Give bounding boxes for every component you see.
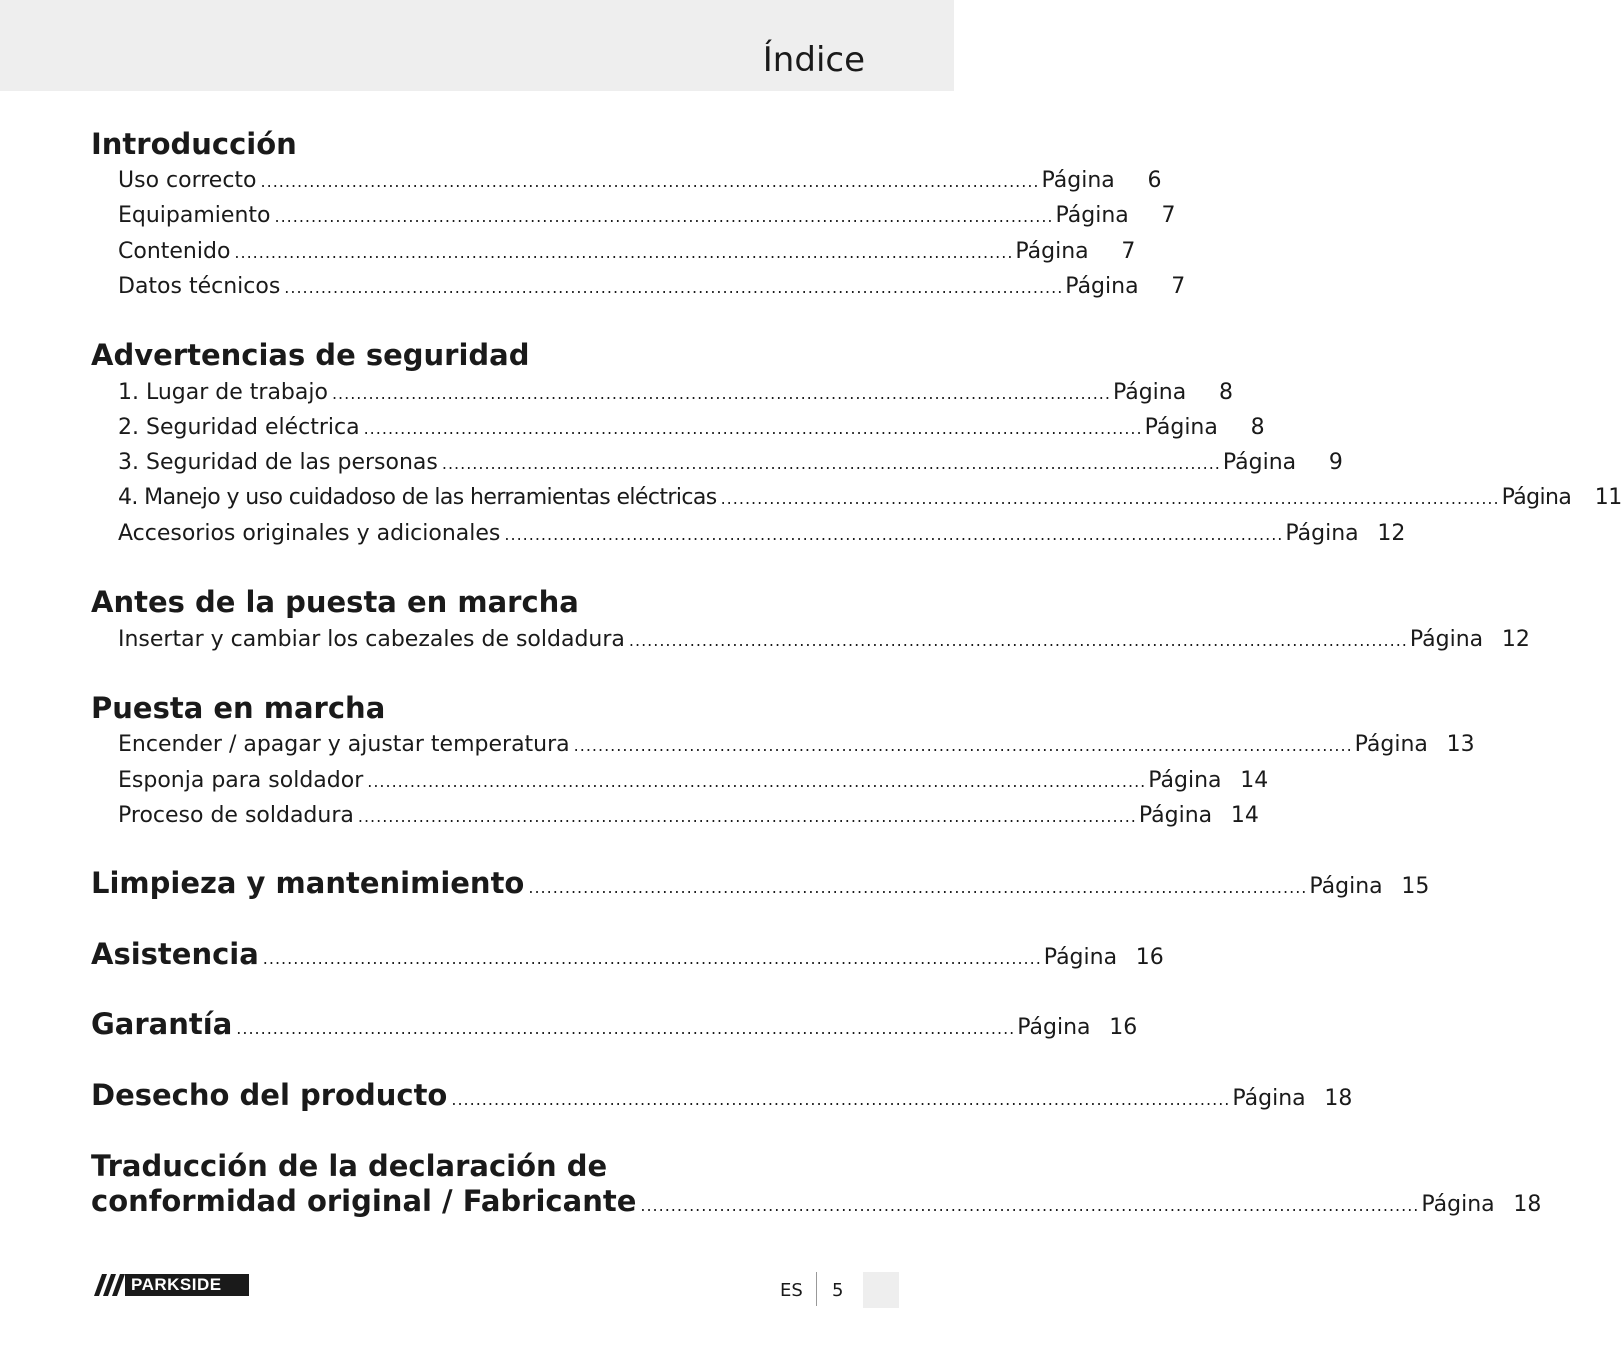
toc-entry-proceso-soldadura[interactable] xyxy=(118,803,1259,833)
page-word: Página xyxy=(1017,1015,1091,1040)
page-number: 12 xyxy=(1377,521,1406,546)
page-number: 15 xyxy=(1401,874,1430,899)
dot-leader: ................................................................................................................................ xyxy=(441,454,1221,473)
entry-label: Insertar y cambiar los cabezales de soldadura xyxy=(118,627,625,652)
toc-entry-seguridad-personas[interactable] xyxy=(118,450,1343,480)
section-heading-introduccion: Introducción xyxy=(91,127,297,161)
dot-leader: ................................................................................................................................ xyxy=(284,278,1064,297)
footer-language: ES xyxy=(780,1280,803,1301)
page-number: 16 xyxy=(1135,945,1164,970)
dot-leader: ................................................................................................................................ xyxy=(573,736,1353,755)
entry-label: Uso correcto xyxy=(118,168,257,193)
section-heading-antes-puesta: Antes de la puesta en marcha xyxy=(91,585,579,619)
dot-leader: ................................................................................................................................ xyxy=(528,878,1308,897)
toc-entry-cabezales[interactable] xyxy=(118,627,1530,657)
page-word: Página xyxy=(1409,627,1484,652)
page-number: 18 xyxy=(1513,1192,1542,1217)
page-word: Página xyxy=(1144,415,1218,440)
dot-leader: ................................................................................................................................ xyxy=(331,384,1111,403)
page-word: Página xyxy=(1232,1086,1306,1111)
section-heading-desecho: Desecho del producto xyxy=(91,1078,448,1112)
toc-entry-accesorios[interactable] xyxy=(118,521,1406,551)
section-heading-traduccion-line1: Traducción de la declaración de xyxy=(91,1149,608,1183)
logo-brand-text: PARKSIDE xyxy=(131,1275,222,1294)
dot-leader: ................................................................................................................................ xyxy=(628,631,1408,650)
section-heading-asistencia: Asistencia xyxy=(91,937,259,971)
toc-entry-encender-apagar[interactable] xyxy=(118,732,1475,762)
footer-tab-marker xyxy=(863,1272,899,1308)
entry-label: Encender / apagar y ajustar temperatura xyxy=(118,732,570,757)
page-number: 16 xyxy=(1109,1015,1138,1040)
dot-leader: ................................................................................................................................ xyxy=(262,949,1042,968)
dot-leader: ................................................................................................................................ xyxy=(504,525,1284,544)
page-word: Página xyxy=(1354,732,1428,757)
entry-label: 4. Manejo y uso cuidadoso de las herramientas eléctricas xyxy=(118,485,717,510)
page-word: Página xyxy=(1285,521,1359,546)
toc-entry-esponja[interactable] xyxy=(118,768,1269,798)
toc-entry-manejo-herramientas[interactable] xyxy=(118,485,1622,515)
section-heading-advertencias: Advertencias de seguridad xyxy=(91,338,530,372)
entry-label: 2. Seguridad eléctrica xyxy=(118,415,360,440)
toc-entry-equipamiento[interactable] xyxy=(118,203,1176,233)
entry-label: Equipamiento xyxy=(118,203,271,228)
toc-entry-garantia[interactable] xyxy=(91,1007,1138,1047)
page-number: 11 xyxy=(1594,485,1622,510)
page-word: Página xyxy=(1421,1192,1495,1217)
dot-leader: ................................................................................................................................ xyxy=(640,1196,1420,1215)
toc-entry-desecho[interactable] xyxy=(91,1078,1353,1118)
entry-label: Datos técnicos xyxy=(118,274,281,299)
entry-label: 1. Lugar de trabajo xyxy=(118,380,328,405)
entry-label: 3. Seguridad de las personas xyxy=(118,450,438,475)
page-number: 14 xyxy=(1230,803,1259,828)
page-number: 7 xyxy=(1121,239,1136,264)
dot-leader: ................................................................................................................................ xyxy=(451,1090,1231,1109)
footer-divider xyxy=(816,1272,817,1306)
entry-label: Proceso de soldadura xyxy=(118,803,354,828)
page-number: 13 xyxy=(1446,732,1475,757)
toc-entry-uso-correcto[interactable] xyxy=(118,168,1162,198)
page-word: Página xyxy=(1043,945,1118,970)
section-heading-limpieza: Limpieza y mantenimiento xyxy=(91,866,525,900)
page-number: 8 xyxy=(1250,415,1265,440)
dot-leader: ................................................................................................................................ xyxy=(367,772,1147,791)
page-word: Página xyxy=(1112,380,1187,405)
page-number: 7 xyxy=(1171,274,1186,299)
dot-leader: ................................................................................................................................ xyxy=(260,172,1040,191)
page-number: 7 xyxy=(1161,203,1176,228)
page-number: 14 xyxy=(1240,768,1269,793)
page-word: Página xyxy=(1055,203,1129,228)
page-word: Página xyxy=(1222,450,1297,475)
toc-entry-lugar-de-trabajo[interactable] xyxy=(118,380,1233,410)
page-word: Página xyxy=(1138,803,1213,828)
page-number: 9 xyxy=(1328,450,1343,475)
dot-leader: ................................................................................................................................ xyxy=(357,807,1137,826)
toc-entry-limpieza[interactable] xyxy=(91,866,1430,906)
page-word: Página xyxy=(1041,168,1115,193)
page-number: 18 xyxy=(1324,1086,1353,1111)
page-title: Índice xyxy=(762,40,865,80)
page-word: Página xyxy=(1148,768,1222,793)
toc-entry-contenido[interactable] xyxy=(118,239,1136,269)
section-heading-traduccion-line2: conformidad original / Fabricante xyxy=(91,1184,637,1218)
dot-leader: ................................................................................................................................ xyxy=(720,489,1500,508)
dot-leader: ................................................................................................................................ xyxy=(234,243,1014,262)
footer-page-number: 5 xyxy=(832,1280,844,1301)
page-word: Página xyxy=(1501,485,1572,510)
entry-label: Esponja para soldador xyxy=(118,768,364,793)
dot-leader: ................................................................................................................................ xyxy=(363,419,1143,438)
toc-entry-traduccion[interactable] xyxy=(91,1184,1542,1224)
page-number: 6 xyxy=(1147,168,1162,193)
dot-leader: ................................................................................................................................ xyxy=(236,1019,1016,1038)
page-word: Página xyxy=(1065,274,1139,299)
section-heading-puesta-en-marcha: Puesta en marcha xyxy=(91,691,386,725)
parkside-logo xyxy=(91,1274,249,1296)
page-word: Página xyxy=(1015,239,1089,264)
toc-entry-seguridad-electrica[interactable] xyxy=(118,415,1265,445)
dot-leader: ................................................................................................................................ xyxy=(274,207,1054,226)
section-heading-garantia: Garantía xyxy=(91,1007,233,1041)
logo-stripes-icon xyxy=(91,1274,125,1296)
entry-label: Accesorios originales y adicionales xyxy=(118,521,501,546)
page-number: 8 xyxy=(1218,380,1233,405)
entry-label: Contenido xyxy=(118,239,231,264)
toc-entry-datos-tecnicos[interactable] xyxy=(118,274,1186,304)
page-number: 12 xyxy=(1501,627,1530,652)
toc-entry-asistencia[interactable] xyxy=(91,937,1164,977)
page-word: Página xyxy=(1309,874,1383,899)
